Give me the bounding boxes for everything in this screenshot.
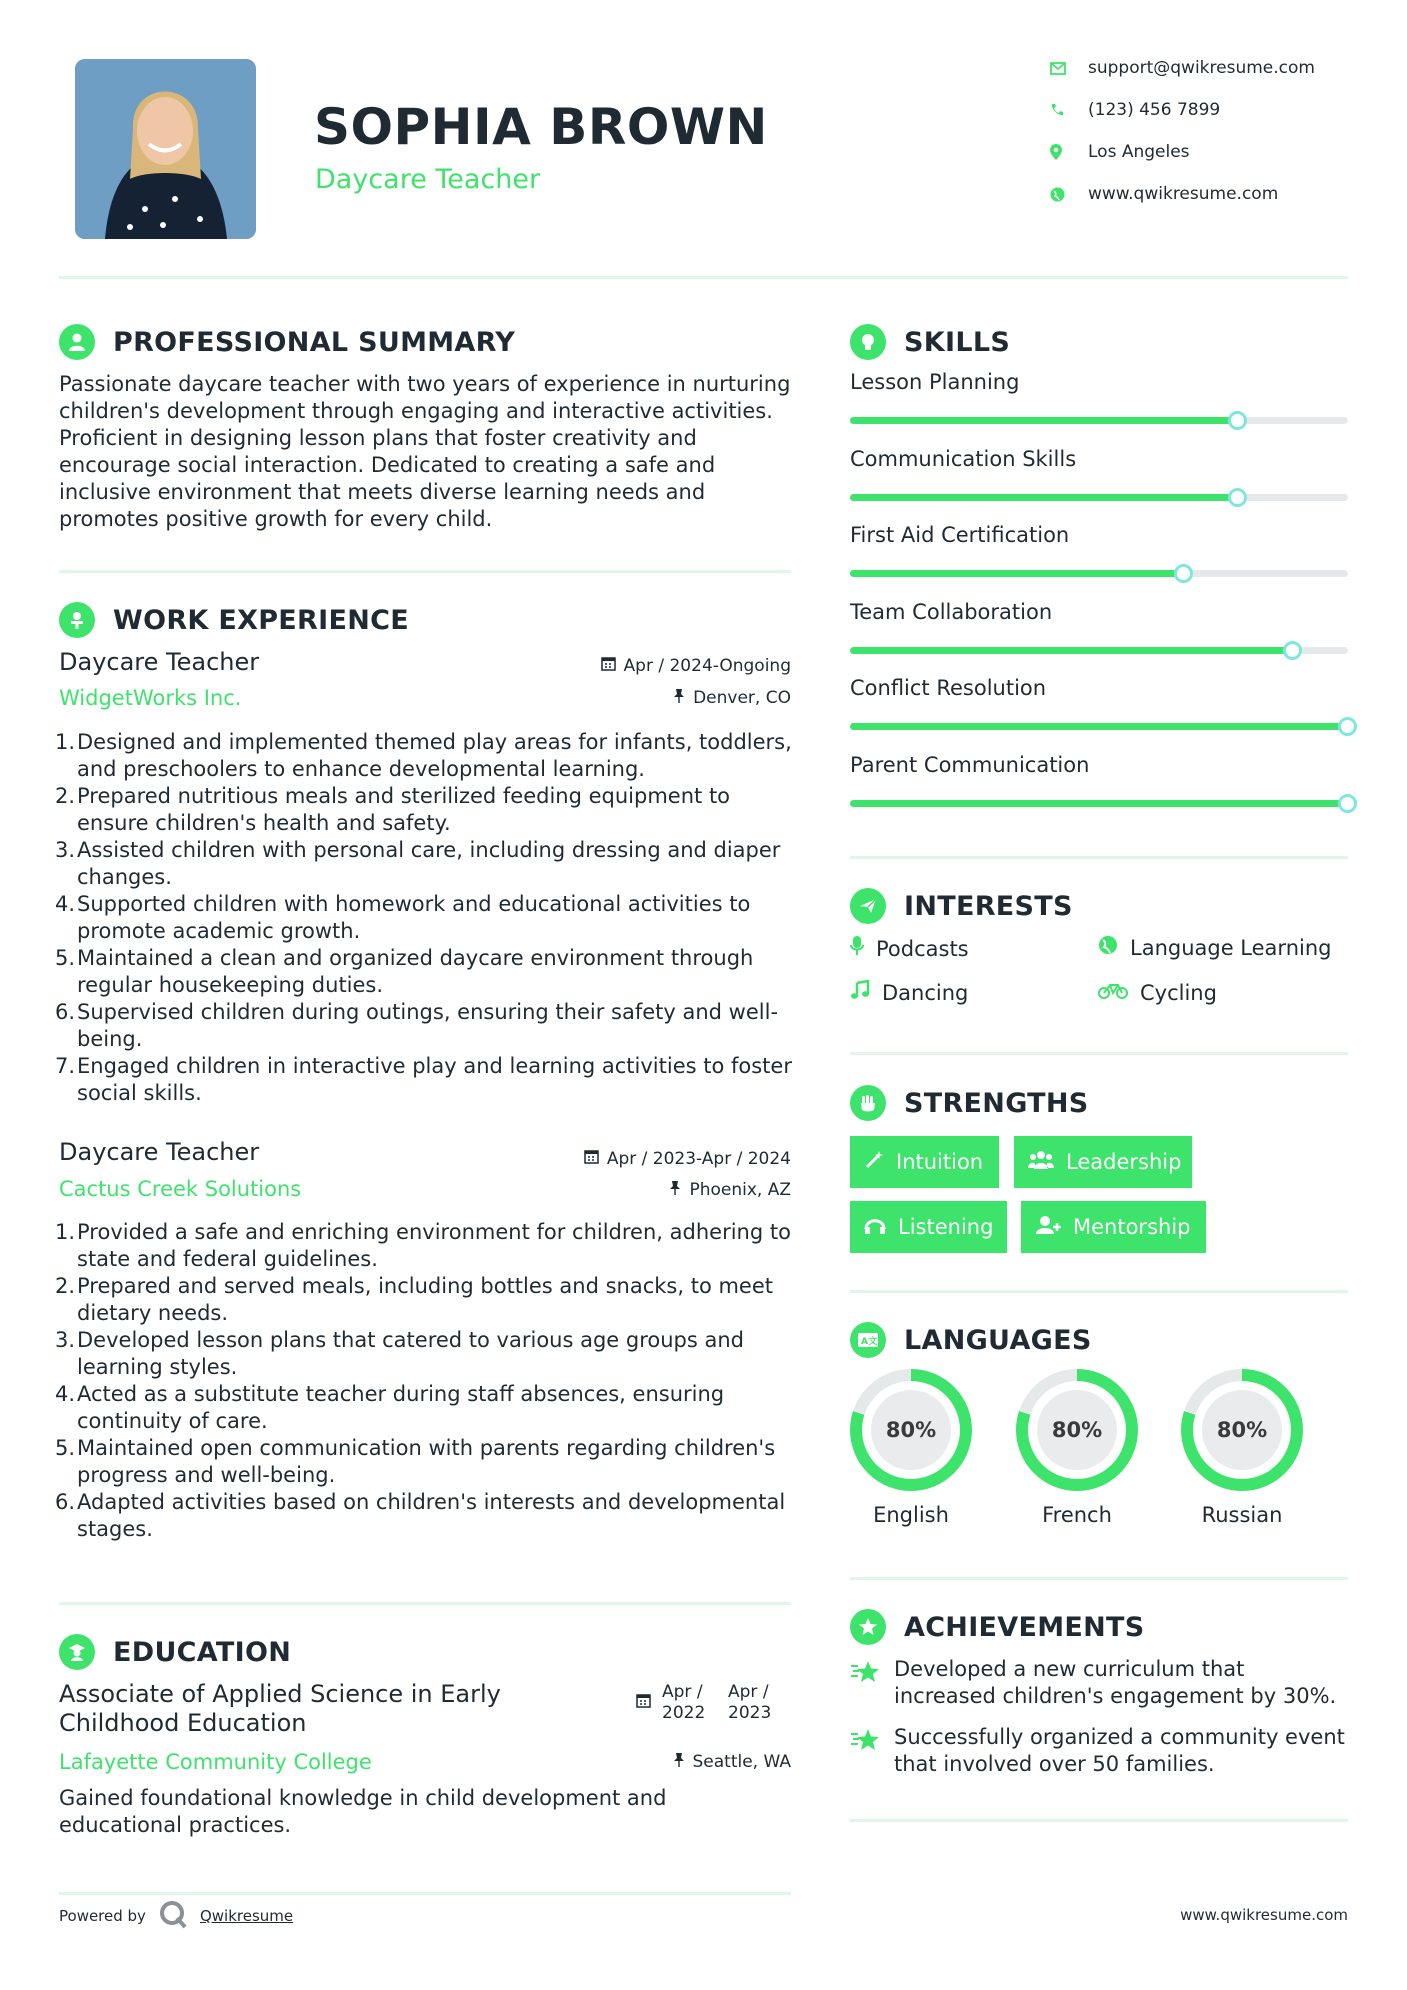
achievement-text: Successfully organized a community event (894, 1725, 1345, 1749)
language-progress-ring (1016, 1369, 1138, 1491)
strength-badge (1021, 1201, 1206, 1253)
header-divider (59, 276, 1348, 279)
strength-badge (1014, 1136, 1192, 1188)
summary-line: promotes positive growth for every child. (59, 507, 493, 531)
education-degree: Associate of Applied Science in Early Childhood Education (59, 1680, 501, 1737)
skill-label: Parent Communication (850, 752, 1090, 777)
skill-bar-knob (1338, 794, 1357, 813)
job-responsibilities (55, 1219, 799, 1543)
phone-icon (1050, 103, 1088, 117)
music-note-icon (850, 980, 870, 1005)
education-heading-text: EDUCATION (113, 1636, 292, 1668)
list-item: 4. Acted as a substitute teacher during staff absences, ensuring continuity of care. (55, 1382, 725, 1433)
summary-line: Passionate daycare teacher with two years of experience in nurturing (59, 372, 791, 396)
achievements-heading-text: ACHIEVEMENTS (904, 1611, 1145, 1643)
job-location-text: Denver, CO (693, 688, 791, 708)
contact-location-text: Los Angeles (1088, 142, 1190, 162)
users-icon (1028, 1150, 1054, 1175)
contact-website[interactable] (1050, 182, 1278, 206)
skill-bar-fill (850, 494, 1238, 501)
interest-item (1098, 980, 1217, 1005)
achievement-text: Developed a new curriculum that (894, 1657, 1245, 1681)
list-item: 6. Adapted activities based on children's interests and developmental stages. (55, 1490, 786, 1541)
languages-heading (850, 1322, 1092, 1358)
footer-powered-by (59, 1896, 293, 1936)
globe-icon (1098, 935, 1118, 960)
pushpin-icon (669, 1180, 681, 1200)
skill-bar-knob (1174, 564, 1193, 583)
language-card-icon (850, 1322, 886, 1358)
education-date-end: Apr / 2023 (728, 1682, 772, 1723)
contact-phone[interactable] (1050, 98, 1220, 122)
list-item: 2. Prepared and served meals, including bottles and snacks, to meet dietary needs. (55, 1274, 774, 1325)
strength-badge (850, 1136, 999, 1188)
achievement-item (850, 1724, 1348, 1778)
summary-line: encourage social interaction. Dedicated to creating a safe and (59, 453, 716, 477)
skills-divider (850, 856, 1348, 859)
interest-item (1098, 935, 1331, 960)
user-icon (59, 324, 95, 360)
language-item (850, 1369, 972, 1527)
calendar-icon (601, 656, 616, 676)
strength-label: Listening (898, 1215, 994, 1239)
star-badge-icon (850, 1609, 886, 1645)
education-location-text: Seattle, WA (692, 1752, 791, 1772)
language-item (1181, 1369, 1303, 1527)
summary-divider (59, 570, 791, 573)
list-item: 3. Developed lesson plans that catered to various age groups and learning styles. (55, 1328, 744, 1379)
strength-badge (850, 1201, 1007, 1253)
job-date-text: Apr / 2024-Ongoing (623, 656, 791, 676)
interest-label: Cycling (1140, 980, 1217, 1005)
skill-label: First Aid Certification (850, 523, 1070, 547)
map-marker-icon (1050, 144, 1088, 160)
list-item: 2. Prepared nutritious meals and sterilized feeding equipment to ensure children's health and safety. (55, 784, 731, 835)
list-item: 3. Assisted children with personal care, including dressing and diaper changes. (55, 838, 781, 889)
skill-bar (850, 647, 1348, 654)
footer-url[interactable]: www.qwikresume.com (1180, 1906, 1348, 1924)
globe-icon (1050, 187, 1088, 202)
skill-bar-knob (1338, 717, 1357, 736)
contact-phone-text: (123) 456 7899 (1088, 100, 1221, 120)
job-location (520, 1180, 791, 1200)
job-title: Daycare Teacher (59, 1138, 260, 1166)
skills-heading-text: SKILLS (904, 326, 1011, 358)
strength-label: Mentorship (1073, 1215, 1191, 1239)
list-item: 4. Supported children with homework and educational activities to promote academic growth. (55, 892, 751, 943)
skill-label: Lesson Planning (850, 370, 1020, 394)
interests-divider (850, 1052, 1348, 1055)
envelope-icon (1050, 62, 1088, 75)
skill-bar (850, 570, 1348, 577)
achievement-text: that involved over 50 families. (894, 1752, 1215, 1776)
job-date (520, 656, 791, 676)
achievement-text: increased children's engagement by 30%. (894, 1684, 1337, 1708)
candidate-title: Daycare Teacher (315, 164, 541, 195)
job-company: WidgetWorks Inc. (59, 686, 242, 710)
skills-heading (850, 324, 1010, 360)
interest-label: Language Learning (1130, 935, 1332, 960)
education-divider (59, 1892, 791, 1895)
education-date-start: Apr / 2022 (662, 1682, 706, 1723)
experience-divider (59, 1602, 791, 1605)
list-item: 1. Provided a safe and enriching environment for children, adhering to state and federal guidelines. (55, 1220, 791, 1271)
skill-bar (850, 494, 1348, 501)
hand-icon (850, 1085, 886, 1121)
experience-heading-text: WORK EXPERIENCE (113, 604, 409, 636)
star-icon (850, 1724, 882, 1778)
strengths-heading-text: STRENGTHS (904, 1087, 1089, 1119)
list-item: 6. Supervised children during outings, ensuring their safety and well- being. (55, 1000, 779, 1051)
language-percent: 80% (871, 1390, 951, 1470)
list-item: 5. Maintained open communication with parents regarding children's progress and well-being. (55, 1436, 776, 1487)
summary-text (59, 371, 799, 533)
candidate-name: SOPHIA BROWN (314, 98, 768, 156)
skill-bar-fill (850, 800, 1348, 807)
education-heading (59, 1634, 291, 1670)
skill-label: Team Collaboration (850, 599, 1053, 624)
headphones-icon (864, 1215, 886, 1240)
skill-bar (850, 800, 1348, 807)
job-location-text: Phoenix, AZ (689, 1180, 791, 1200)
skill-label: Conflict Resolution (850, 676, 1047, 700)
experience-heading (59, 602, 409, 638)
pushpin-icon (673, 1752, 685, 1772)
language-name: English (873, 1503, 949, 1527)
strengths-divider (850, 1290, 1348, 1293)
list-item: 1. Designed and implemented themed play areas for infants, toddlers, and preschoolers to enhance developmental learning. (55, 730, 792, 781)
svg-text:A文: A文 (861, 1337, 878, 1347)
achievements-divider (850, 1819, 1348, 1822)
graduate-icon (59, 1634, 95, 1670)
interests-heading (850, 888, 1073, 924)
contact-email[interactable] (1050, 56, 1315, 80)
language-name: French (1042, 1503, 1112, 1527)
education-school: Lafayette Community College (59, 1750, 372, 1774)
microphone-icon (850, 935, 864, 962)
calendar-icon (636, 1693, 651, 1712)
job-date (520, 1149, 791, 1169)
powered-by-text: Powered by (59, 1907, 146, 1925)
pushpin-icon (673, 688, 685, 708)
interest-label: Dancing (882, 980, 969, 1005)
language-item (1016, 1369, 1138, 1527)
interests-heading-text: INTERESTS (904, 890, 1073, 922)
list-item: 5. Maintained a clean and organized daycare environment through regular housekeeping duties. (55, 946, 754, 997)
interest-label: Podcasts (876, 936, 969, 961)
skill-bar-knob (1228, 411, 1247, 430)
skill-bar-fill (850, 417, 1238, 424)
user-plus-icon (1035, 1215, 1061, 1240)
summary-heading (59, 324, 515, 360)
job-location (520, 688, 791, 708)
language-progress-ring (850, 1369, 972, 1491)
lightbulb-icon (850, 324, 886, 360)
qwikresume-link[interactable]: Qwikresume (199, 1907, 294, 1925)
skill-bar (850, 417, 1348, 424)
star-icon (850, 1656, 882, 1710)
job-title: Daycare Teacher (59, 648, 260, 676)
magic-wand-icon (864, 1150, 884, 1175)
job-date-text: Apr / 2023-Apr / 2024 (606, 1149, 791, 1169)
contact-website-text: www.qwikresume.com (1088, 184, 1279, 204)
language-percent: 80% (1202, 1390, 1282, 1470)
language-name: Russian (1201, 1503, 1283, 1527)
summary-heading-text: PROFESSIONAL SUMMARY (113, 326, 516, 358)
strength-label: Leadership (1066, 1150, 1182, 1174)
skill-bar (850, 723, 1348, 730)
profile-photo (75, 59, 256, 239)
summary-line: inclusive environment that meets diverse learning needs and (59, 480, 706, 504)
skill-bar-fill (850, 723, 1348, 730)
paper-plane-icon (850, 888, 886, 924)
job-company: Cactus Creek Solutions (59, 1177, 302, 1201)
contact-email-text: support@qwikresume.com (1088, 58, 1315, 78)
interest-item (850, 935, 969, 962)
calendar-icon (584, 1149, 599, 1169)
list-item: 7. Engaged children in interactive play and learning activities to foster social skills. (55, 1054, 792, 1105)
podium-icon (59, 602, 95, 638)
skill-label: Communication Skills (850, 446, 1077, 471)
language-percent: 80% (1037, 1390, 1117, 1470)
summary-line: Proficient in designing lesson plans that foster creativity and (59, 426, 697, 450)
language-progress-ring (1181, 1369, 1303, 1491)
bicycle-icon (1098, 980, 1128, 1005)
strength-label: Intuition (896, 1150, 984, 1174)
skill-bar-knob (1228, 488, 1247, 507)
languages-divider (850, 1577, 1348, 1580)
languages-heading-text: LANGUAGES (904, 1324, 1092, 1356)
summary-line: children's development through engaging and interactive activities. (59, 399, 773, 423)
achievement-item (850, 1656, 1348, 1710)
job-responsibilities (55, 729, 799, 1107)
education-location (520, 1752, 791, 1772)
qwikresume-logo-icon (158, 1899, 188, 1933)
contact-location (1050, 140, 1190, 164)
achievements-heading (850, 1609, 1145, 1645)
skill-bar-knob (1283, 641, 1302, 660)
strengths-heading (850, 1085, 1089, 1121)
interest-item (850, 980, 968, 1005)
skill-bar-fill (850, 570, 1184, 577)
education-description: Gained foundational knowledge in child development and educational practices. (59, 1786, 667, 1837)
skill-bar-fill (850, 647, 1293, 654)
